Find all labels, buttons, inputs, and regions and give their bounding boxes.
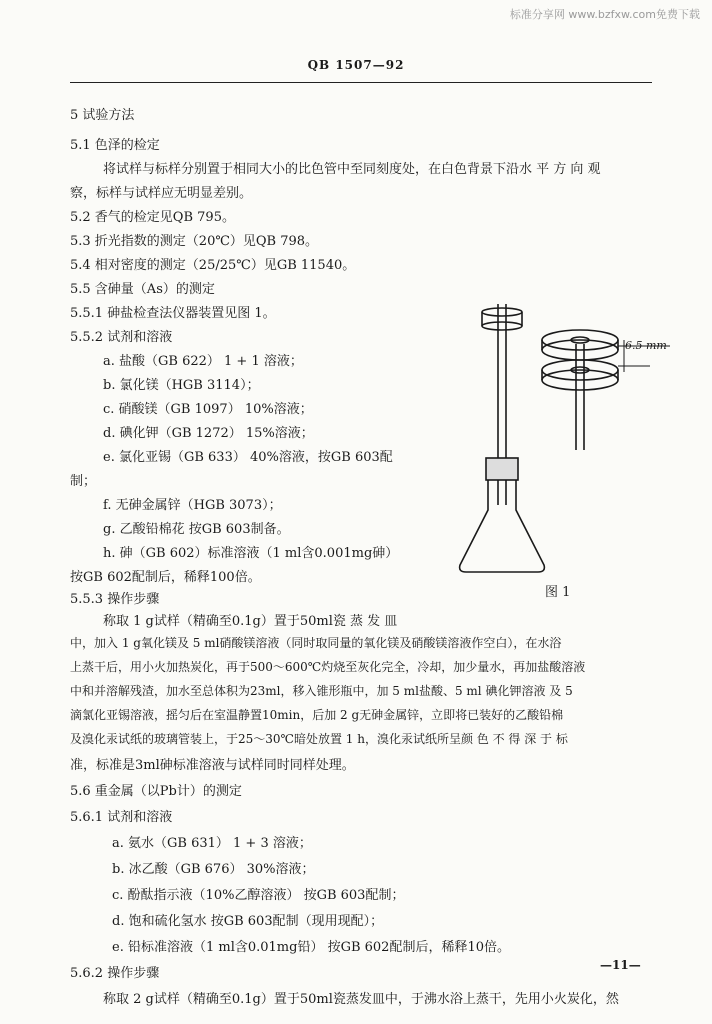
- subsection-heading: 5.5 含砷量（As）的测定: [70, 282, 215, 297]
- paragraph-line: 称取 1 g试样（精确至0.1g）置于50ml瓷 蒸 发 皿: [103, 614, 398, 629]
- subsection-heading: 5.5.3 操作步骤: [70, 592, 160, 607]
- apparatus-figure: [440, 300, 680, 585]
- dimension-label: 6.5 mm: [625, 339, 667, 352]
- list-item-continuation: 按GB 602配制后，稀释100倍。: [70, 570, 261, 585]
- paragraph-line: 及溴化汞试纸的玻璃管装上，于25～30℃暗处放置 1 h，溴化汞试纸所呈颜 色 不 得 深 于 标: [70, 732, 568, 746]
- paragraph-line: 将试样与标样分别置于相同大小的比色管中至同刻度处，在白色背景下沿水 平 方 向 观: [103, 162, 601, 177]
- list-item: h. 砷（GB 602）标准溶液（1 ml含0.001mg砷）: [103, 546, 399, 561]
- list-item: a. 盐酸（GB 622） 1 + 1 溶液；: [103, 354, 303, 369]
- list-item: c. 酚酞指示液（10%乙醇溶液） 按GB 603配制；: [112, 888, 405, 903]
- list-item: b. 冰乙酸（GB 676） 30%溶液；: [112, 862, 315, 877]
- subsection-heading: 5.1 色泽的检定: [70, 138, 160, 153]
- subsection-heading: 5.6.1 试剂和溶液: [70, 810, 173, 825]
- subsection-heading: 5.4 相对密度的测定（25/25℃）见GB 11540。: [70, 258, 356, 273]
- list-item: d. 碘化钾（GB 1272） 15%溶液；: [103, 426, 314, 441]
- list-item: e. 铅标准溶液（1 ml含0.01mg铅） 按GB 602配制后，稀释10倍。: [112, 940, 510, 955]
- paragraph-line: 上蒸干后，用小火加热炭化，再于500～600℃灼烧至灰化完全，冷却，加少量水，再加盐酸溶液: [70, 660, 586, 674]
- list-item: c. 硝酸镁（GB 1097） 10%溶液；: [103, 402, 313, 417]
- paragraph-line: 察，标样与试样应无明显差别。: [70, 186, 253, 201]
- subsection-heading: 5.3 折光指数的测定（20℃）见QB 798。: [70, 234, 319, 249]
- subsection-heading: 5.5.2 试剂和溶液: [70, 330, 173, 345]
- watermark: 标准分享网 www.bzfxw.com免费下载: [509, 8, 700, 21]
- list-item: f. 无砷金属锌（HGB 3073）；: [103, 498, 282, 513]
- page-number: —11—: [600, 958, 641, 972]
- list-item: a. 氨水（GB 631） 1 + 3 溶液；: [112, 836, 312, 851]
- subsection-heading: 5.6 重金属（以Pb计）的测定: [70, 784, 242, 799]
- subsection-heading: 5.2 香气的检定见QB 795。: [70, 210, 235, 225]
- list-item: e. 氯化亚锡（GB 633） 40%溶液，按GB 603配: [103, 450, 393, 465]
- list-item: d. 饱和硫化氢水 按GB 603配制（现用现配）；: [112, 914, 384, 929]
- header-rule: [70, 82, 652, 83]
- paragraph-line: 准，标准是3ml砷标准溶液与试样同时同样处理。: [70, 758, 355, 773]
- subsection-heading: 5.5.1 砷盐检查法仪器装置见图 1。: [70, 306, 276, 321]
- paragraph-line: 中和并溶解残渣，加水至总体积为23ml，移入锥形瓶中，加 5 ml盐酸、5 ml 碘化钾溶液 及 5: [70, 684, 573, 698]
- list-item-continuation: 制；: [70, 474, 97, 489]
- paragraph-line: 滴氯化亚锡溶液，摇匀后在室温静置10min，后加 2 g无砷金属锌，立即将已装好的乙酸铅棉: [70, 708, 564, 722]
- section-heading: 5 试验方法: [70, 108, 135, 123]
- paragraph-line: 中，加入 1 g氧化镁及 5 ml硝酸镁溶液（同时取同量的氧化镁及硝酸镁溶液作空白），在水浴: [70, 636, 562, 650]
- subsection-heading: 5.6.2 操作步骤: [70, 966, 160, 981]
- figure-caption: 图 1: [545, 585, 571, 600]
- page-header: QB 1507—92: [307, 58, 405, 72]
- list-item: g. 乙酸铅棉花 按GB 603制备。: [103, 522, 290, 537]
- list-item: b. 氯化镁（HGB 3114）；: [103, 378, 260, 393]
- paragraph-line: 称取 2 g试样（精确至0.1g）置于50ml瓷蒸发皿中，于沸水浴上蒸干，先用小火炭化，然: [103, 992, 619, 1007]
